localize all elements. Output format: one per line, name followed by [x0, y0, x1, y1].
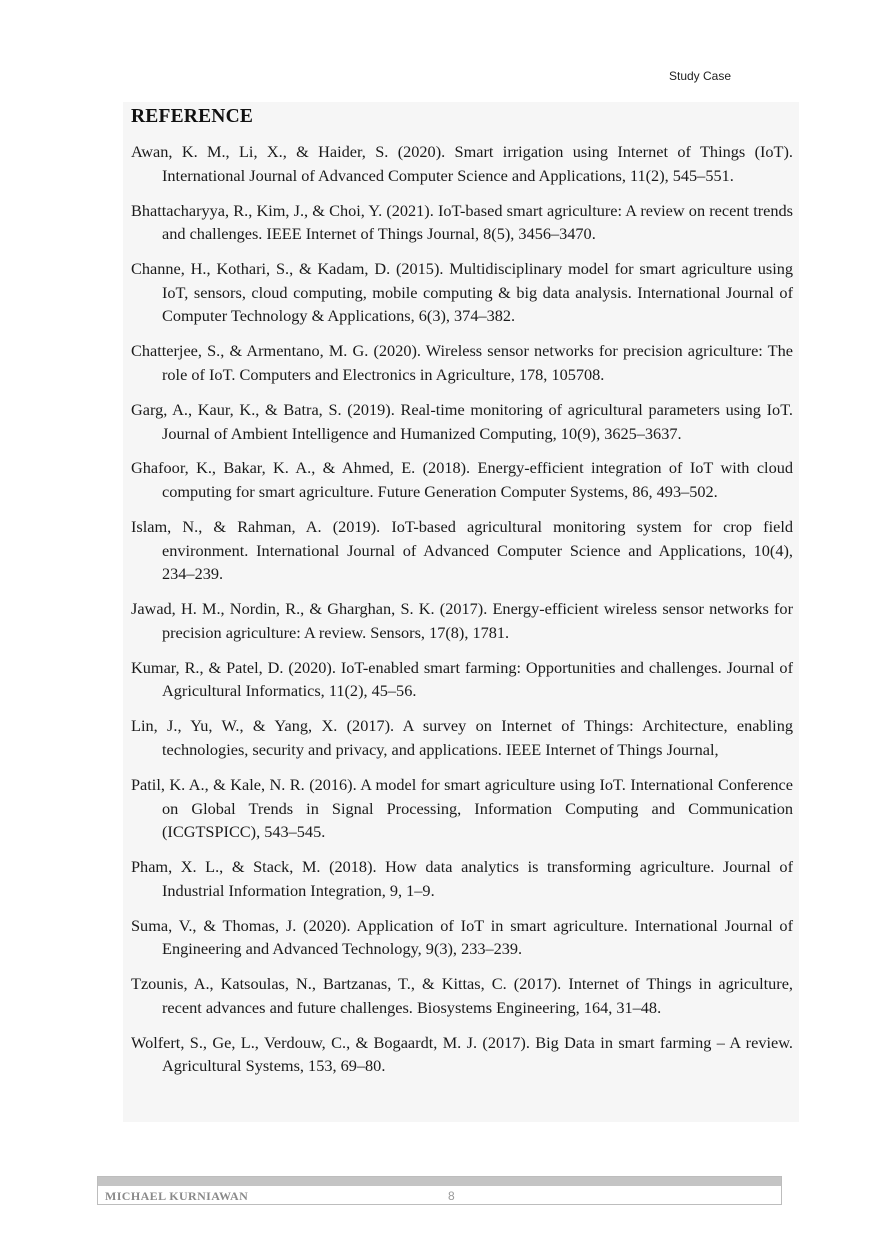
- footer-divider-bar: [98, 1177, 781, 1186]
- section-heading: REFERENCE: [131, 106, 254, 127]
- reference-entry: Jawad, H. M., Nordin, R., & Gharghan, S. K. (2017). Energy-efficient wireless sensor networks for precision agriculture: A review. Sensors, 17(8), 1781.: [131, 599, 793, 642]
- running-header: Study Case: [669, 69, 732, 83]
- reference-entry: Kumar, R., & Patel, D. (2020). IoT-enabled smart farming: Opportunities and challenges. Journal of Agricultural Informatics, 11(2), 45–56.: [131, 657, 793, 701]
- reference-entry: Tzounis, A., Katsoulas, N., Bartzanas, T., & Kittas, C. (2017). Internet of Things in agriculture, recent advances and future challenges. Biosystems Engineering, 164, 31–48.: [131, 974, 793, 1017]
- reference-entry: Patil, K. A., & Kale, N. R. (2016). A model for smart agriculture using IoT. International Conference on Global Trends in Signal Processing, Information Computing and Communication (ICGTSPICC), 543–545.: [131, 774, 793, 842]
- reference-entry: Awan, K. M., Li, X., & Haider, S. (2020). Smart irrigation using Internet of Things (IoT). International Journal of Advanced Computer Science and Applications, 11(2), 545–551.: [131, 142, 793, 185]
- reference-entry: Lin, J., Yu, W., & Yang, X. (2017). A survey on Internet of Things: Architecture, enabling technologies, security and privacy, and applications. IEEE Internet of Things Journal,: [131, 716, 793, 759]
- reference-entry: Pham, X. L., & Stack, M. (2018). How data analytics is transforming agriculture. Journal of Industrial Information Integration, 9, 1–9.: [131, 857, 793, 900]
- page-body: [123, 102, 799, 1122]
- reference-entry: Suma, V., & Thomas, J. (2020). Application of IoT in smart agriculture. International Journal of Engineering and Advanced Technology, 9(3), 233–239.: [131, 915, 793, 959]
- reference-entry: Chatterjee, S., & Armentano, M. G. (2020). Wireless sensor networks for precision agriculture: The role of IoT. Computers and Electronics in Agriculture, 178, 105708.: [131, 341, 793, 384]
- reference-entry: Garg, A., Kaur, K., & Batra, S. (2019). Real-time monitoring of agricultural parameters using IoT. Journal of Ambient Intelligence and Humanized Computing, 10(9), 3625–3637.: [131, 399, 793, 443]
- reference-entry: Bhattacharyya, R., Kim, J., & Choi, Y. (2021). IoT-based smart agriculture: A review on recent trends and challenges. IEEE Internet of Things Journal, 8(5), 3456–3470.: [131, 200, 793, 244]
- reference-list: [131, 140, 793, 1089]
- page-number: 8: [448, 1189, 455, 1203]
- reference-entry: Ghafoor, K., Bakar, K. A., & Ahmed, E. (2018). Energy-efficient integration of IoT with cloud computing for smart agriculture. Future Generation Computer Systems, 86, 493–502.: [131, 458, 793, 502]
- footer-author: MICHAEL KURNIAWAN: [105, 1189, 249, 1203]
- reference-entry: Wolfert, S., Ge, L., Verdouw, C., & Bogaardt, M. J. (2017). Big Data in smart farming – A review. Agricultural Systems, 153, 69–80.: [131, 1032, 793, 1076]
- page-footer: [97, 1176, 782, 1205]
- reference-entry: Channe, H., Kothari, S., & Kadam, D. (2015). Multidisciplinary model for smart agriculture using IoT, sensors, cloud computing, mobile computing & big data analysis. International Journal of Computer Technology & Applications, 6(3), 374–382.: [131, 259, 793, 326]
- reference-entry: Islam, N., & Rahman, A. (2019). IoT-based agricultural monitoring system for crop field environment. International Journal of Advanced Computer Science and Applications, 10(4), 234–239.: [131, 517, 793, 584]
